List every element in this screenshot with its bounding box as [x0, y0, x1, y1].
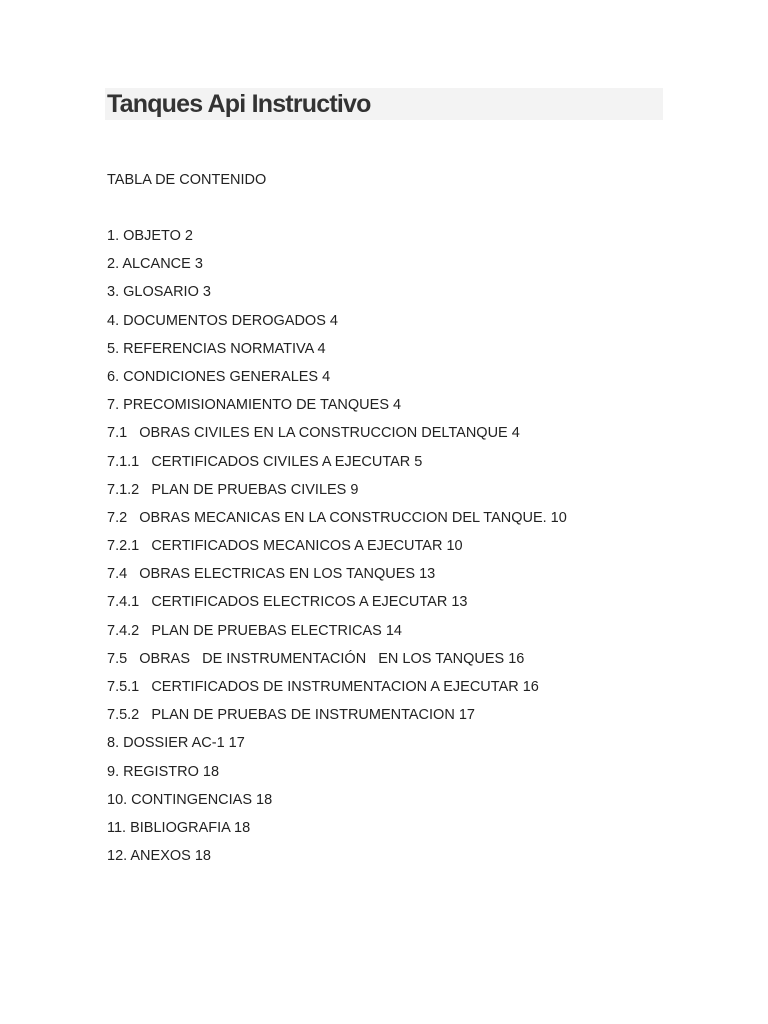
toc-heading: TABLA DE CONTENIDO	[107, 172, 267, 188]
toc-item-condiciones-generales: 6. CONDICIONES GENERALES 4	[107, 368, 331, 385]
toc-item-documentos-derogados: 4. DOCUMENTOS DEROGADOS 4	[107, 312, 338, 329]
toc-item-registro: 9. REGISTRO 18	[107, 763, 220, 780]
toc-item-objeto: 1. OBJETO 2	[107, 228, 193, 244]
toc-item-bibliografia: 11. BIBLIOGRAFIA 18	[107, 819, 251, 836]
toc-item-plan-pruebas-instrumentacion: 7.5.2 PLAN DE PRUEBAS DE INSTRUMENTACION 17	[107, 707, 475, 724]
toc-item-certificados-electricos: 7.4.1 CERTIFICADOS ELECTRICOS A EJECUTAR 13	[107, 594, 468, 611]
toc-item-certificados-civiles: 7.1.1 CERTIFICADOS CIVILES A EJECUTAR 5	[107, 453, 423, 470]
toc-item-alcance: 2. ALCANCE 3	[107, 256, 203, 273]
toc-item-dossier: 8. DOSSIER AC-1 17	[107, 735, 245, 752]
title-banner	[105, 88, 663, 120]
page-title: Tanques Api Instructivo	[107, 90, 371, 118]
toc-item-contingencias: 10. CONTINGENCIAS 18	[107, 791, 273, 808]
toc-item-certificados-instrumentacion: 7.5.1 CERTIFICADOS DE INSTRUMENTACION A EJECUTAR 16	[107, 679, 539, 695]
toc-item-obras-mecanicas: 7.2 OBRAS MECANICAS EN LA CONSTRUCCION DEL TANQUE. 10	[107, 509, 567, 526]
toc-item-glosario: 3. GLOSARIO 3	[107, 284, 211, 301]
toc-item-certificados-mecanicos: 7.2.1 CERTIFICADOS MECANICOS A EJECUTAR 10	[107, 538, 463, 555]
toc-item-precomisionamiento: 7. PRECOMISIONAMIENTO DE TANQUES 4	[107, 397, 402, 414]
toc-item-obras-electricas: 7.4 OBRAS ELECTRICAS EN LOS TANQUES 13	[107, 566, 436, 583]
toc-item-plan-pruebas-electricas: 7.4.2 PLAN DE PRUEBAS ELECTRICAS 14	[107, 622, 402, 639]
toc-item-obras-civiles: 7.1 OBRAS CIVILES EN LA CONSTRUCCION DELTANQUE 4	[107, 425, 520, 442]
toc-item-obras-instrumentacion: 7.5 OBRAS DE INSTRUMENTACIÓN EN LOS TANQUES 16	[107, 650, 525, 667]
table-of-contents	[107, 228, 567, 876]
toc-item-referencias-normativa: 5. REFERENCIAS NORMATIVA 4	[107, 340, 326, 357]
toc-item-anexos: 12. ANEXOS 18	[107, 848, 211, 865]
toc-item-plan-pruebas-civiles: 7.1.2 PLAN DE PRUEBAS CIVILES 9	[107, 481, 359, 498]
